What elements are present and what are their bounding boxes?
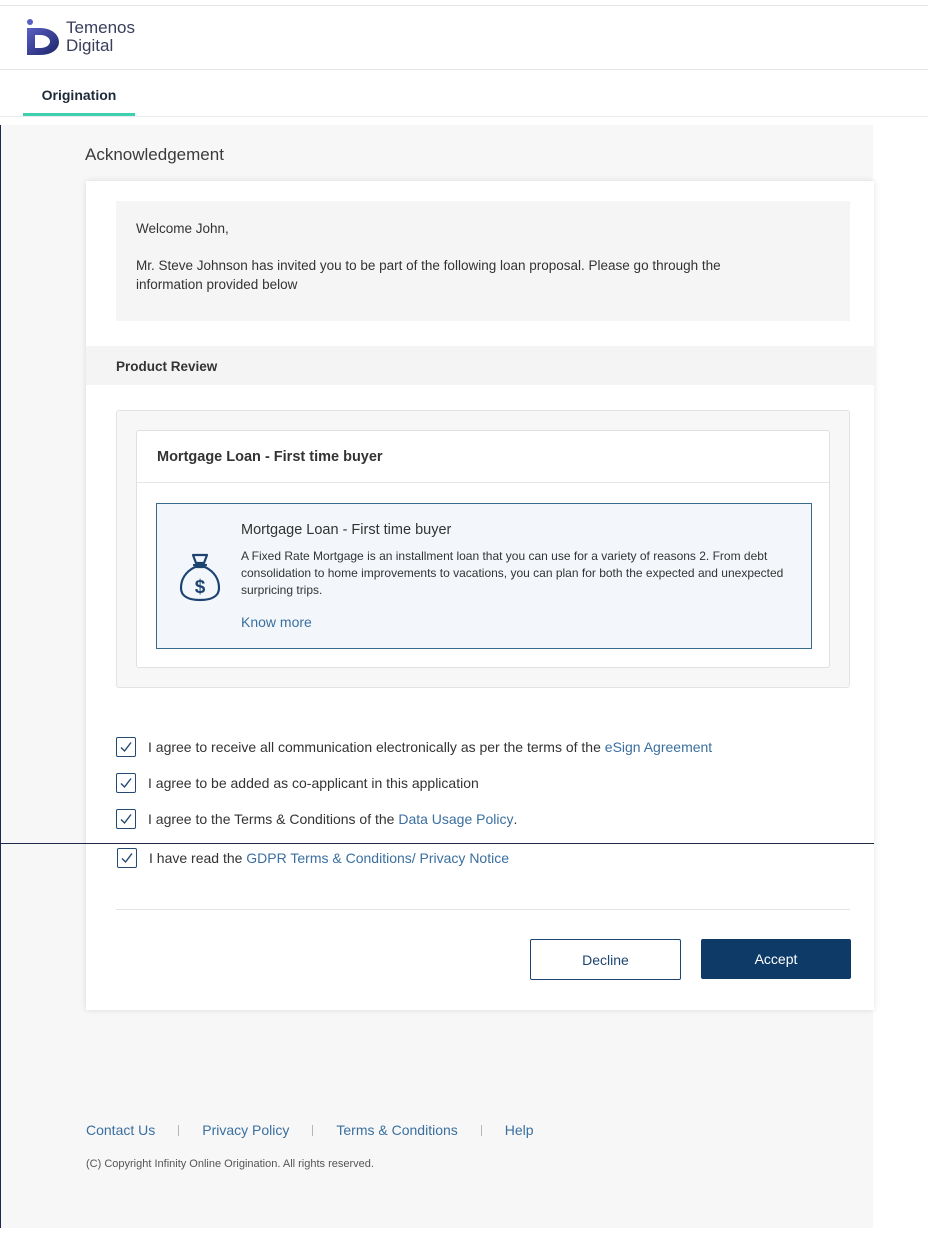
brand-logo[interactable] xyxy=(26,18,135,56)
welcome-message: Mr. Steve Johnson has invited you to be part of the following loan proposal. Please go through the information provided below xyxy=(136,258,721,292)
welcome-box xyxy=(116,201,850,321)
data-usage-policy-link[interactable]: Data Usage Policy xyxy=(398,811,514,827)
agreement-row-coapplicant xyxy=(116,773,479,793)
agreement-row-esign xyxy=(116,737,712,757)
gdpr-privacy-link[interactable]: GDPR Terms & Conditions/ Privacy Notice xyxy=(246,850,510,866)
product-card xyxy=(136,430,830,668)
know-more-link[interactable]: Know more xyxy=(241,614,312,630)
frame-divider xyxy=(1,843,874,844)
tab-origination[interactable]: Origination xyxy=(23,71,135,116)
esign-agreement-link[interactable]: eSign Agreement xyxy=(604,739,713,755)
footer-separator xyxy=(481,1125,482,1136)
footer-link-contact-us[interactable]: Contact Us xyxy=(86,1122,156,1138)
footer-separator xyxy=(312,1125,313,1136)
svg-text:$: $ xyxy=(194,577,206,598)
copyright-text: (C) Copyright Infinity Online Origination. All rights reserved. xyxy=(86,1158,374,1170)
product-review-header xyxy=(86,346,874,385)
brand-line-2: Digital xyxy=(66,36,114,55)
footer-separator xyxy=(178,1125,179,1136)
brand-line-1: Temenos xyxy=(66,18,135,37)
agreement-text: I agree to be added as co-applicant in this application xyxy=(148,775,479,791)
decline-button[interactable]: Decline xyxy=(530,939,681,980)
agreement-suffix: . xyxy=(513,811,518,827)
temenos-logo-icon xyxy=(26,18,60,56)
page-title: Acknowledgement xyxy=(85,145,224,164)
agreement-text: I have read the xyxy=(149,850,243,866)
checkmark-icon xyxy=(120,813,132,825)
footer-link-privacy-policy[interactable]: Privacy Policy xyxy=(202,1122,290,1138)
product-detail-title: Mortgage Loan - First time buyer xyxy=(241,522,452,538)
coapplicant-checkbox[interactable] xyxy=(116,773,136,793)
tab-bar xyxy=(0,71,928,117)
agreement-row-data-usage xyxy=(116,809,517,829)
product-review-container xyxy=(116,410,850,688)
footer-links xyxy=(86,1122,534,1138)
app-header xyxy=(0,6,928,70)
acknowledgement-card xyxy=(86,181,874,1010)
gdpr-checkbox[interactable] xyxy=(117,848,137,868)
actions-divider xyxy=(116,909,850,910)
agreement-text: I agree to receive all communication electronically as per the terms of the xyxy=(148,739,601,755)
product-detail-description: A Fixed Rate Mortgage is an installment loan that you can use for a variety of reasons 2. From debt consolidation to home improvements to vacations, you can plan for both the expected and unexpected surpricing trips. xyxy=(241,549,784,597)
section-title: Product Review xyxy=(116,359,218,374)
accept-button[interactable]: Accept xyxy=(701,939,851,979)
checkmark-icon xyxy=(121,852,133,864)
product-card-title: Mortgage Loan - First time buyer xyxy=(137,431,829,483)
agreement-row-gdpr xyxy=(117,848,509,868)
footer-link-help[interactable]: Help xyxy=(504,1122,534,1138)
money-bag-icon xyxy=(179,552,221,602)
main-content xyxy=(0,125,873,1228)
welcome-greeting: Welcome John, xyxy=(136,221,229,236)
agreement-text: I agree to the Terms & Conditions of the xyxy=(148,811,395,827)
checkmark-icon xyxy=(120,741,132,753)
esign-checkbox[interactable] xyxy=(116,737,136,757)
brand-name xyxy=(66,19,135,55)
checkmark-icon xyxy=(120,777,132,789)
data-usage-checkbox[interactable] xyxy=(116,809,136,829)
footer-link-terms[interactable]: Terms & Conditions xyxy=(336,1122,458,1138)
product-detail-box[interactable] xyxy=(156,503,812,649)
